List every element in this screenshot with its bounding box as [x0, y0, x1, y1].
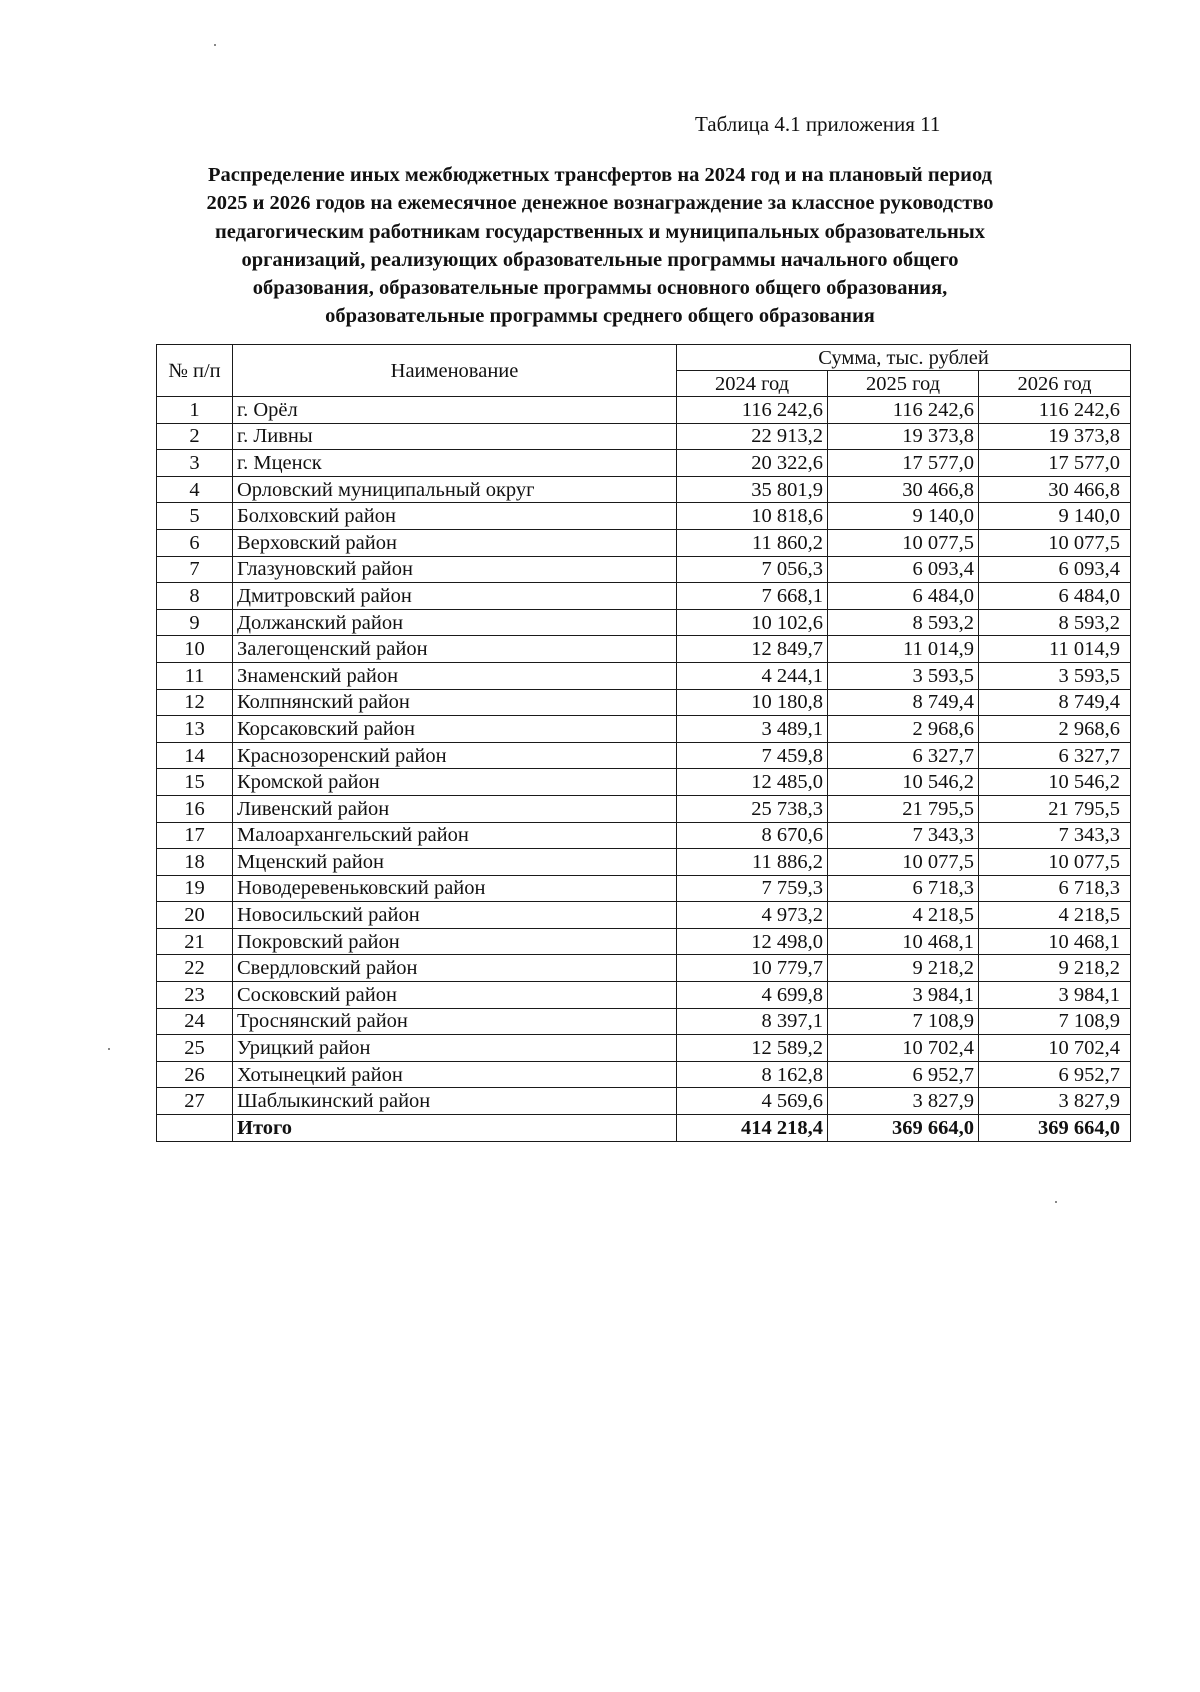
table-row [157, 609, 1131, 636]
amount-2025: 4 218,5 [828, 902, 979, 929]
row-number: 19 [157, 875, 233, 902]
scan-speck [1055, 1201, 1057, 1203]
municipality-name: Дмитровский район [233, 583, 677, 610]
table-row [157, 769, 1131, 796]
column-header-name: Наименование [233, 345, 677, 397]
row-number: 18 [157, 849, 233, 876]
amount-2026: 10 468,1 [979, 928, 1131, 955]
table-row [157, 982, 1131, 1009]
row-number: 16 [157, 795, 233, 822]
table-body [157, 397, 1131, 1115]
amount-2025: 11 014,9 [828, 636, 979, 663]
row-number: 11 [157, 662, 233, 689]
amount-2024: 8 670,6 [677, 822, 828, 849]
amount-2026: 6 327,7 [979, 742, 1131, 769]
title-line: педагогическим работникам государственных и муниципальных образовательных [214, 220, 986, 243]
amount-2025: 6 327,7 [828, 742, 979, 769]
amount-2026: 17 577,0 [979, 450, 1131, 477]
table-row [157, 902, 1131, 929]
total-2024: 414 218,4 [677, 1115, 828, 1142]
amount-2024: 12 849,7 [677, 636, 828, 663]
amount-2026: 3 984,1 [979, 982, 1131, 1009]
amount-2026: 11 014,9 [979, 636, 1131, 663]
amount-2026: 4 218,5 [979, 902, 1131, 929]
row-number: 9 [157, 609, 233, 636]
total-label: Итого [233, 1115, 677, 1142]
amount-2024: 7 459,8 [677, 742, 828, 769]
title-line: организаций, реализующих образовательные программы начального общего [241, 248, 959, 271]
amount-2026: 7 108,9 [979, 1008, 1131, 1035]
municipality-name: Корсаковский район [233, 716, 677, 743]
amount-2026: 10 702,4 [979, 1035, 1131, 1062]
amount-2025: 6 718,3 [828, 875, 979, 902]
municipality-name: Кромской район [233, 769, 677, 796]
amount-2024: 10 102,6 [677, 609, 828, 636]
amount-2024: 4 569,6 [677, 1088, 828, 1115]
municipality-name: г. Мценск [233, 450, 677, 477]
amount-2025: 10 702,4 [828, 1035, 979, 1062]
amount-2026: 30 466,8 [979, 476, 1131, 503]
table-row [157, 795, 1131, 822]
amount-2025: 116 242,6 [828, 397, 979, 424]
amount-2024: 12 485,0 [677, 769, 828, 796]
amount-2026: 10 077,5 [979, 849, 1131, 876]
row-number: 24 [157, 1008, 233, 1035]
amount-2024: 4 699,8 [677, 982, 828, 1009]
table-row [157, 583, 1131, 610]
row-number: 2 [157, 423, 233, 450]
amount-2025: 6 952,7 [828, 1061, 979, 1088]
row-number: 6 [157, 529, 233, 556]
amount-2024: 11 860,2 [677, 529, 828, 556]
amount-2024: 10 818,6 [677, 503, 828, 530]
total-2026: 369 664,0 [979, 1115, 1131, 1142]
amount-2026: 3 593,5 [979, 662, 1131, 689]
table-row [157, 689, 1131, 716]
amount-2024: 8 397,1 [677, 1008, 828, 1035]
municipality-name: Знаменский район [233, 662, 677, 689]
municipality-name: Краснозоренский район [233, 742, 677, 769]
amount-2025: 6 093,4 [828, 556, 979, 583]
amount-2025: 7 343,3 [828, 822, 979, 849]
municipality-name: Новосильский район [233, 902, 677, 929]
amount-2025: 9 140,0 [828, 503, 979, 530]
table-row [157, 928, 1131, 955]
row-number: 10 [157, 636, 233, 663]
amount-2026: 9 140,0 [979, 503, 1131, 530]
table-row [157, 716, 1131, 743]
amount-2026: 8 593,2 [979, 609, 1131, 636]
amount-2024: 25 738,3 [677, 795, 828, 822]
municipality-name: Новодеревеньковский район [233, 875, 677, 902]
column-header-2025: 2025 год [828, 371, 979, 397]
amount-2025: 10 546,2 [828, 769, 979, 796]
title-line: образования, образовательные программы основного общего образования, [252, 277, 948, 300]
municipality-name: Болховский район [233, 503, 677, 530]
amount-2025: 2 968,6 [828, 716, 979, 743]
table-row [157, 662, 1131, 689]
row-number: 25 [157, 1035, 233, 1062]
amount-2026: 10 077,5 [979, 529, 1131, 556]
amount-2025: 9 218,2 [828, 955, 979, 982]
title-line: Распределение иных межбюджетных трансфертов на 2024 год и на плановый период [208, 164, 992, 186]
row-number: 17 [157, 822, 233, 849]
amount-2024: 20 322,6 [677, 450, 828, 477]
column-group-sum: Сумма, тыс. рублей [677, 345, 1131, 371]
column-header-number: № п/п [157, 345, 233, 397]
amount-2025: 10 077,5 [828, 529, 979, 556]
table-row [157, 742, 1131, 769]
amount-2024: 12 498,0 [677, 928, 828, 955]
amount-2024: 4 973,2 [677, 902, 828, 929]
amount-2026: 2 968,6 [979, 716, 1131, 743]
amount-2026: 8 749,4 [979, 689, 1131, 716]
amount-2025: 30 466,8 [828, 476, 979, 503]
table-row [157, 955, 1131, 982]
amount-2024: 11 886,2 [677, 849, 828, 876]
amount-2024: 4 244,1 [677, 662, 828, 689]
municipality-name: Троснянский район [233, 1008, 677, 1035]
column-header-2026: 2026 год [979, 371, 1131, 397]
municipality-name: Малоархангельский район [233, 822, 677, 849]
amount-2025: 10 077,5 [828, 849, 979, 876]
table-row [157, 503, 1131, 530]
amount-2024: 35 801,9 [677, 476, 828, 503]
amount-2026: 6 093,4 [979, 556, 1131, 583]
total-2025: 369 664,0 [828, 1115, 979, 1142]
municipality-name: Верховский район [233, 529, 677, 556]
table-row [157, 636, 1131, 663]
amount-2024: 7 668,1 [677, 583, 828, 610]
amount-2025: 6 484,0 [828, 583, 979, 610]
amount-2026: 21 795,5 [979, 795, 1131, 822]
amount-2025: 21 795,5 [828, 795, 979, 822]
title-line: образовательные программы среднего общего образования [325, 305, 875, 328]
municipality-name: г. Орёл [233, 397, 677, 424]
table-header [157, 345, 1131, 397]
amount-2026: 116 242,6 [979, 397, 1131, 424]
row-number: 1 [157, 397, 233, 424]
municipality-name: г. Ливны [233, 423, 677, 450]
amount-2026: 6 484,0 [979, 583, 1131, 610]
municipality-name: Шаблыкинский район [233, 1088, 677, 1115]
column-header-2024: 2024 год [677, 371, 828, 397]
row-number: 22 [157, 955, 233, 982]
amount-2024: 3 489,1 [677, 716, 828, 743]
amount-2025: 3 593,5 [828, 662, 979, 689]
row-number: 26 [157, 1061, 233, 1088]
row-number: 5 [157, 503, 233, 530]
table-row [157, 1035, 1131, 1062]
amount-2024: 10 779,7 [677, 955, 828, 982]
amount-2026: 19 373,8 [979, 423, 1131, 450]
amount-2026: 9 218,2 [979, 955, 1131, 982]
municipality-name: Орловский муниципальный округ [233, 476, 677, 503]
row-number: 8 [157, 583, 233, 610]
table-caption: Таблица 4.1 приложения 11 [695, 112, 941, 136]
total-row [157, 1115, 1131, 1142]
row-number: 20 [157, 902, 233, 929]
row-number: 14 [157, 742, 233, 769]
title-line: 2025 и 2026 годов на ежемесячное денежное вознаграждение за классное руководство [206, 192, 994, 215]
amount-2024: 7 056,3 [677, 556, 828, 583]
amount-2025: 7 108,9 [828, 1008, 979, 1035]
amount-2024: 116 242,6 [677, 397, 828, 424]
amount-2026: 10 546,2 [979, 769, 1131, 796]
amount-2025: 19 373,8 [828, 423, 979, 450]
table-row [157, 1088, 1131, 1115]
municipality-name: Должанский район [233, 609, 677, 636]
table-row [157, 529, 1131, 556]
row-number: 15 [157, 769, 233, 796]
row-number: 27 [157, 1088, 233, 1115]
transfers-table [156, 344, 1131, 1142]
municipality-name: Покровский район [233, 928, 677, 955]
row-number: 13 [157, 716, 233, 743]
table-row [157, 849, 1131, 876]
municipality-name: Свердловский район [233, 955, 677, 982]
amount-2025: 8 593,2 [828, 609, 979, 636]
municipality-name: Мценский район [233, 849, 677, 876]
municipality-name: Урицкий район [233, 1035, 677, 1062]
table-row [157, 476, 1131, 503]
row-number: 21 [157, 928, 233, 955]
municipality-name: Колпнянский район [233, 689, 677, 716]
row-number: 4 [157, 476, 233, 503]
table-row [157, 397, 1131, 424]
amount-2025: 10 468,1 [828, 928, 979, 955]
amount-2025: 17 577,0 [828, 450, 979, 477]
row-number: 23 [157, 982, 233, 1009]
amount-2024: 8 162,8 [677, 1061, 828, 1088]
municipality-name: Ливенский район [233, 795, 677, 822]
table-row [157, 556, 1131, 583]
amount-2025: 3 984,1 [828, 982, 979, 1009]
scan-speck [108, 1048, 110, 1050]
municipality-name: Хотынецкий район [233, 1061, 677, 1088]
table-row [157, 1061, 1131, 1088]
row-number: 7 [157, 556, 233, 583]
table-row [157, 822, 1131, 849]
document-title [150, 161, 1050, 331]
amount-2026: 6 952,7 [979, 1061, 1131, 1088]
amount-2025: 8 749,4 [828, 689, 979, 716]
municipality-name: Сосковский район [233, 982, 677, 1009]
amount-2024: 22 913,2 [677, 423, 828, 450]
municipality-name: Глазуновский район [233, 556, 677, 583]
amount-2025: 3 827,9 [828, 1088, 979, 1115]
amount-2026: 7 343,3 [979, 822, 1131, 849]
scan-speck [214, 44, 216, 46]
amount-2024: 10 180,8 [677, 689, 828, 716]
amount-2024: 7 759,3 [677, 875, 828, 902]
table-row [157, 423, 1131, 450]
table-row [157, 875, 1131, 902]
amount-2026: 6 718,3 [979, 875, 1131, 902]
municipality-name: Залегощенский район [233, 636, 677, 663]
total-number-cell [157, 1115, 233, 1142]
amount-2024: 12 589,2 [677, 1035, 828, 1062]
row-number: 12 [157, 689, 233, 716]
amount-2026: 3 827,9 [979, 1088, 1131, 1115]
table-row [157, 1008, 1131, 1035]
table-row [157, 450, 1131, 477]
row-number: 3 [157, 450, 233, 477]
